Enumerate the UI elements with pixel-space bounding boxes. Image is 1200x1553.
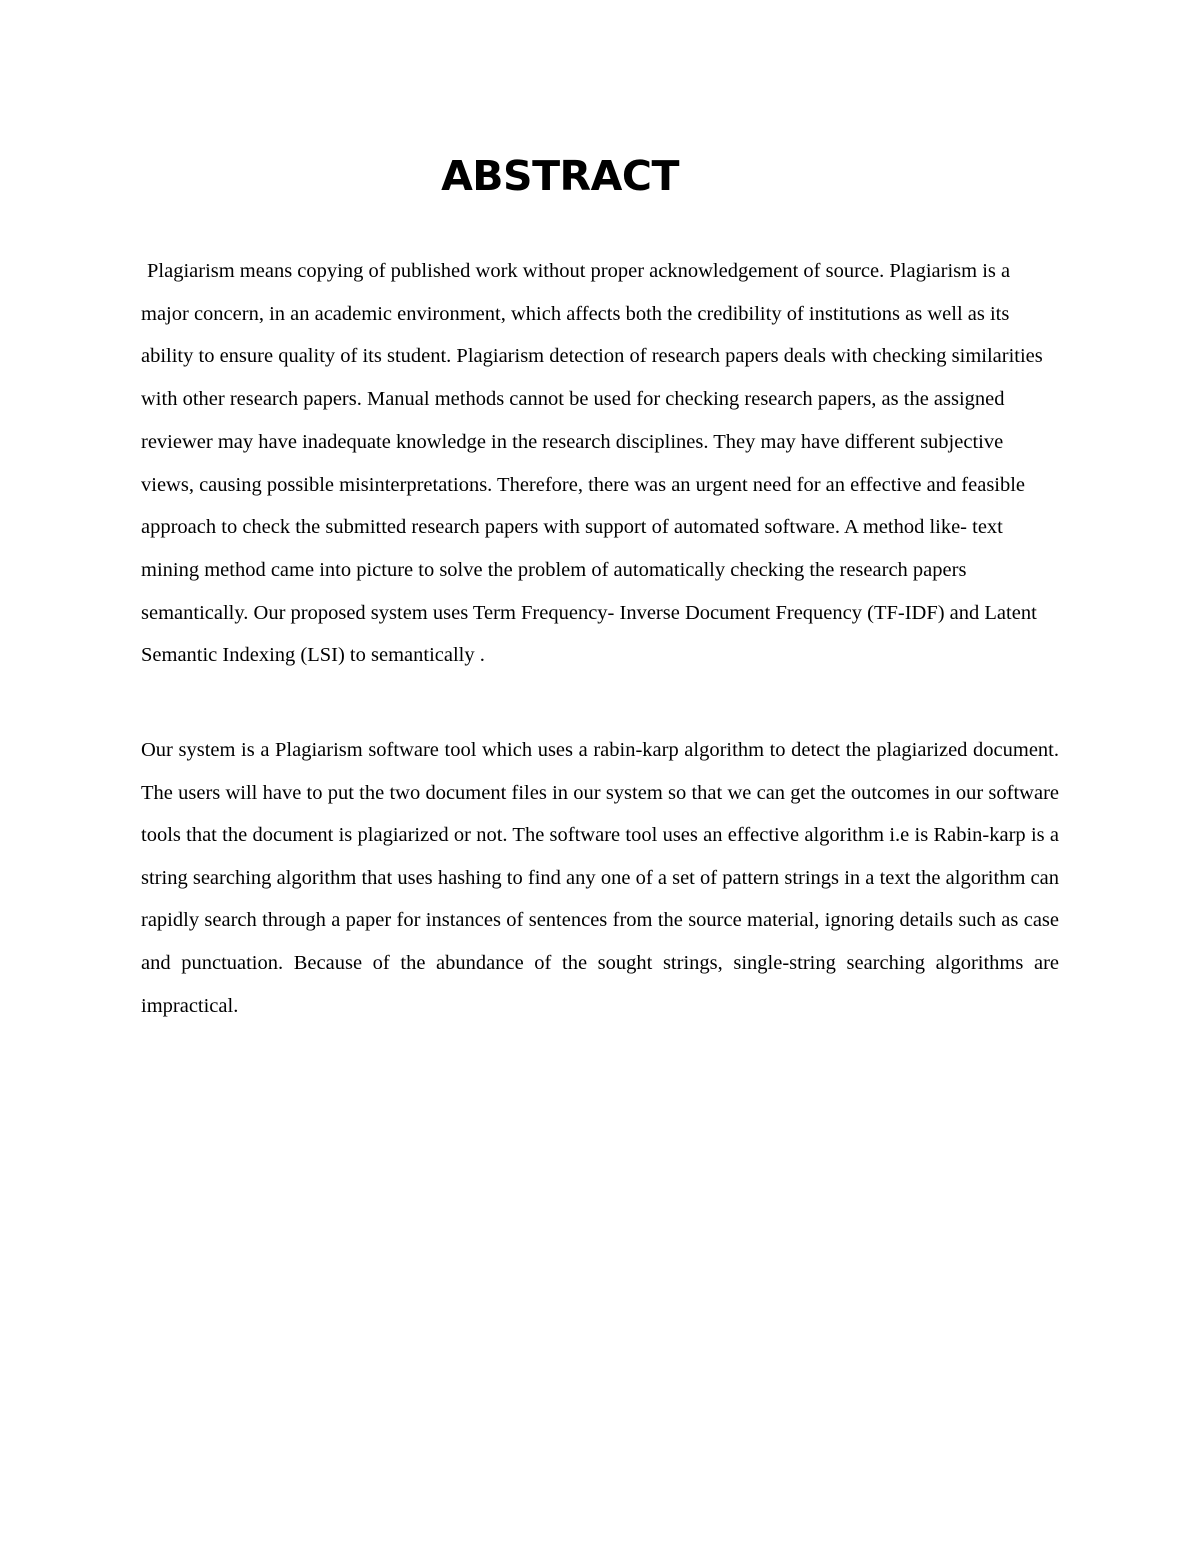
abstract-paragraph-2: Our system is a Plagiarism software tool which uses a rabin-karp algorithm to detect the plagiarized document. The users will have to put the two document files in our system so that we can get the outcomes in our software tools that the document is plagiarized or not. The software tool uses an effective algorithm i.e is Rabin-karp is a string searching algorithm that uses hashing to find any one of a set of pattern strings in a text the algorithm can rapidly search through a paper for instances of sentences from the source material, ignoring details such as case and punctuation. Because of the abundance of the sought strings, single-string searching algorithms are impractical.: [141, 739, 1059, 1017]
page-title: ABSTRACT: [441, 152, 679, 200]
abstract-paragraph-1: Plagiarism means copying of published work without proper acknowledgement of source. Plagiarism is a major concern, in an academic environment, which affects both the credibility of institutions as well as its ability to ensure quality of its student. Plagiarism detection of research papers deals with checking similarities with other research papers. Manual methods cannot be used for checking research papers, as the assigned reviewer may have inadequate knowledge in the research disciplines. They may have different subjective views, causing possible misinterpretations. Therefore, there was an urgent need for an effective and feasible approach to check the submitted research papers with support of automated software. A method like- text mining method came into picture to solve the problem of automatically checking the research papers semantically. Our proposed system uses Term Frequency- Inverse Document Frequency (TF-IDF) and Latent Semantic Indexing (LSI) to semantically .: [141, 260, 1043, 667]
